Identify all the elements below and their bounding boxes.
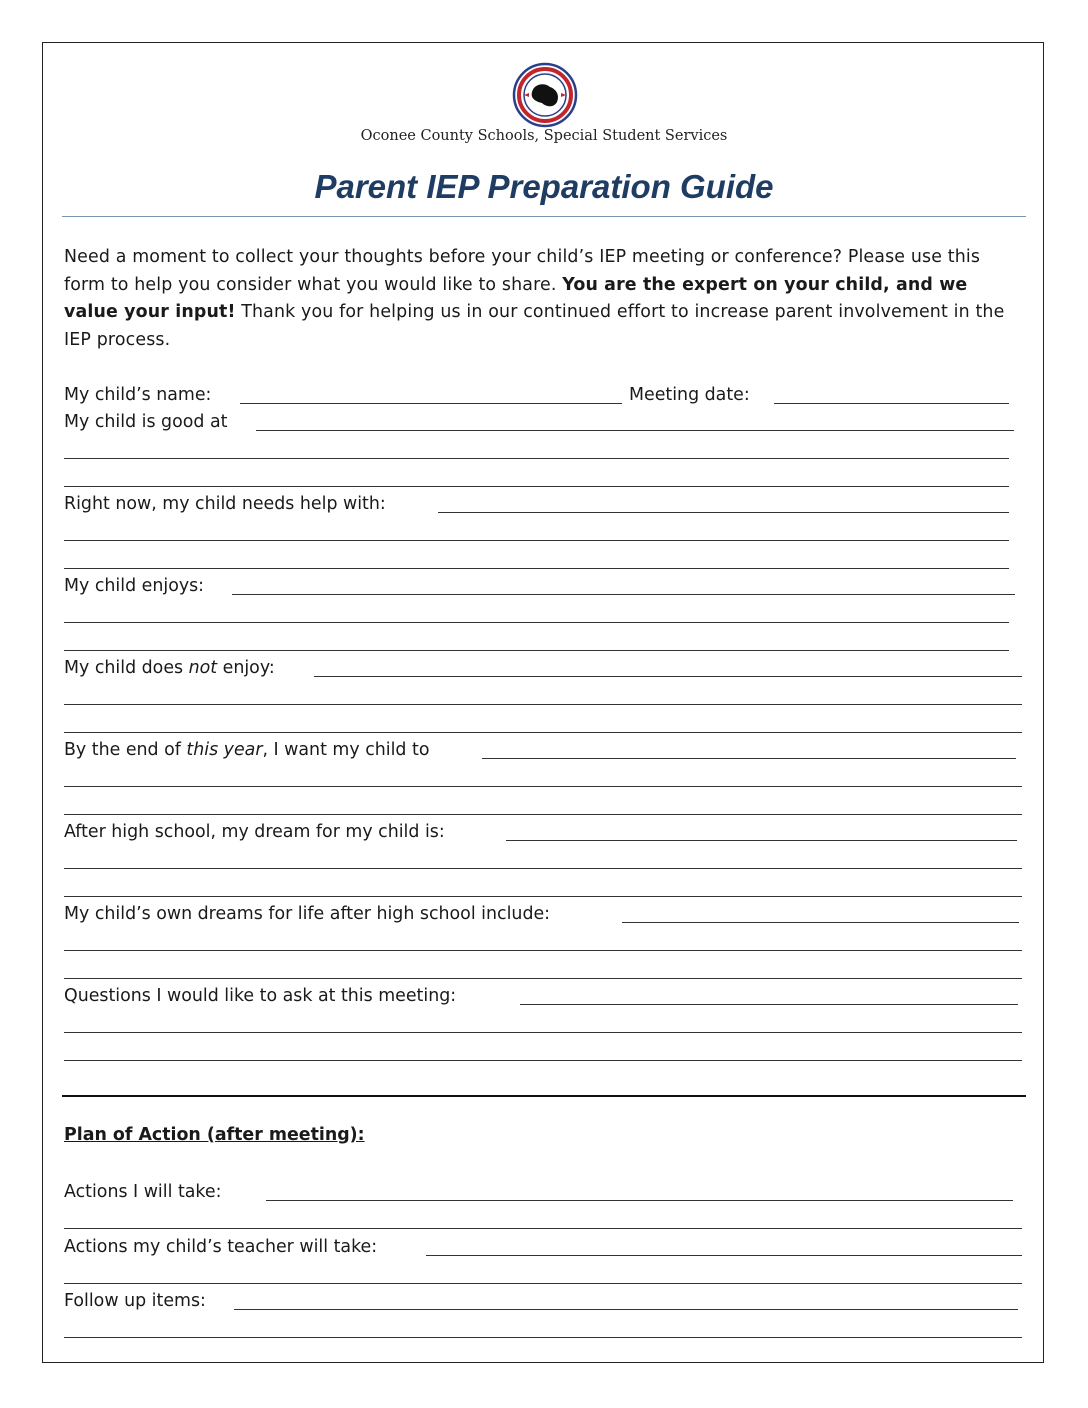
actions-me-label: Actions I will take: [64, 1182, 222, 1202]
actions-teacher-field[interactable] [426, 1255, 1022, 1256]
dream-label: After high school, my dream for my child is: [64, 822, 445, 842]
end-of-year-label-emphasis: this year [186, 740, 263, 760]
actions-me-line-2[interactable] [64, 1228, 1022, 1229]
questions-line-2[interactable] [64, 1032, 1022, 1033]
intro-paragraph [64, 244, 1014, 354]
good-at-line-2[interactable] [64, 458, 1009, 459]
questions-field[interactable] [520, 1004, 1018, 1005]
enjoys-line-2[interactable] [64, 622, 1009, 623]
meeting-date-field[interactable] [774, 403, 1009, 404]
end-of-year-label-post: , I want my child to [262, 740, 430, 760]
end-of-year-label [64, 739, 429, 761]
needs-help-line-2[interactable] [64, 540, 1009, 541]
not-enjoy-label-emphasis: not [188, 658, 218, 678]
follow-up-line-2[interactable] [64, 1337, 1022, 1338]
not-enjoy-line-2[interactable] [64, 704, 1022, 705]
own-dreams-label: My child’s own dreams for life after high school include: [64, 904, 551, 924]
follow-up-label: Follow up items: [64, 1291, 206, 1311]
plan-of-action-heading: Plan of Action (after meeting): [64, 1125, 365, 1145]
follow-up-field[interactable] [234, 1309, 1018, 1310]
own-dreams-line-2[interactable] [64, 950, 1022, 951]
good-at-label: My child is good at [64, 412, 228, 432]
page-title: Parent IEP Preparation Guide [314, 168, 774, 205]
not-enjoy-field[interactable] [314, 676, 1022, 677]
enjoys-line-3[interactable] [64, 650, 1009, 651]
questions-line-3[interactable] [64, 1060, 1022, 1061]
title-divider [62, 216, 1026, 217]
good-at-field[interactable] [256, 430, 1014, 431]
actions-teacher-label: Actions my child’s teacher will take: [64, 1237, 378, 1257]
dream-line-3[interactable] [64, 896, 1022, 897]
intro-text-2: Thank you for helping us in our continued effort to increase parent involvement in the IEP process. [64, 302, 1005, 350]
dream-field[interactable] [506, 840, 1017, 841]
end-of-year-line-2[interactable] [64, 786, 1022, 787]
intro-emphasis: You are the expert on your child, and we value your input! [64, 274, 968, 322]
good-at-line-3[interactable] [64, 486, 1009, 487]
not-enjoy-label-pre: My child does [64, 658, 189, 678]
end-of-year-label-pre: By the end of [64, 740, 187, 760]
district-seal-logo [512, 62, 578, 128]
enjoys-field[interactable] [232, 594, 1015, 595]
own-dreams-field[interactable] [622, 922, 1019, 923]
dream-line-2[interactable] [64, 868, 1022, 869]
section-divider [62, 1095, 1026, 1097]
meeting-date-label: Meeting date: [629, 385, 750, 405]
child-name-field[interactable] [240, 403, 622, 404]
end-of-year-field[interactable] [482, 758, 1016, 759]
own-dreams-line-3[interactable] [64, 978, 1022, 979]
enjoys-label: My child enjoys: [64, 576, 205, 596]
not-enjoy-label-post: enjoy: [217, 658, 275, 678]
end-of-year-line-3[interactable] [64, 814, 1022, 815]
needs-help-label: Right now, my child needs help with: [64, 494, 386, 514]
intro-text-1: Need a moment to collect your thoughts before your child’s IEP meeting or conference? Please use this form to help you consider what you would like to share. [64, 247, 981, 295]
not-enjoy-line-3[interactable] [64, 732, 1022, 733]
child-name-label: My child’s name: [64, 385, 212, 405]
organization-name: Oconee County Schools, Special Student Services [360, 128, 728, 144]
actions-teacher-line-2[interactable] [64, 1283, 1022, 1284]
needs-help-field[interactable] [438, 512, 1009, 513]
not-enjoy-label [64, 657, 275, 679]
needs-help-line-3[interactable] [64, 568, 1009, 569]
page-border [42, 42, 1044, 1363]
actions-me-field[interactable] [266, 1200, 1013, 1201]
questions-label: Questions I would like to ask at this meeting: [64, 986, 457, 1006]
